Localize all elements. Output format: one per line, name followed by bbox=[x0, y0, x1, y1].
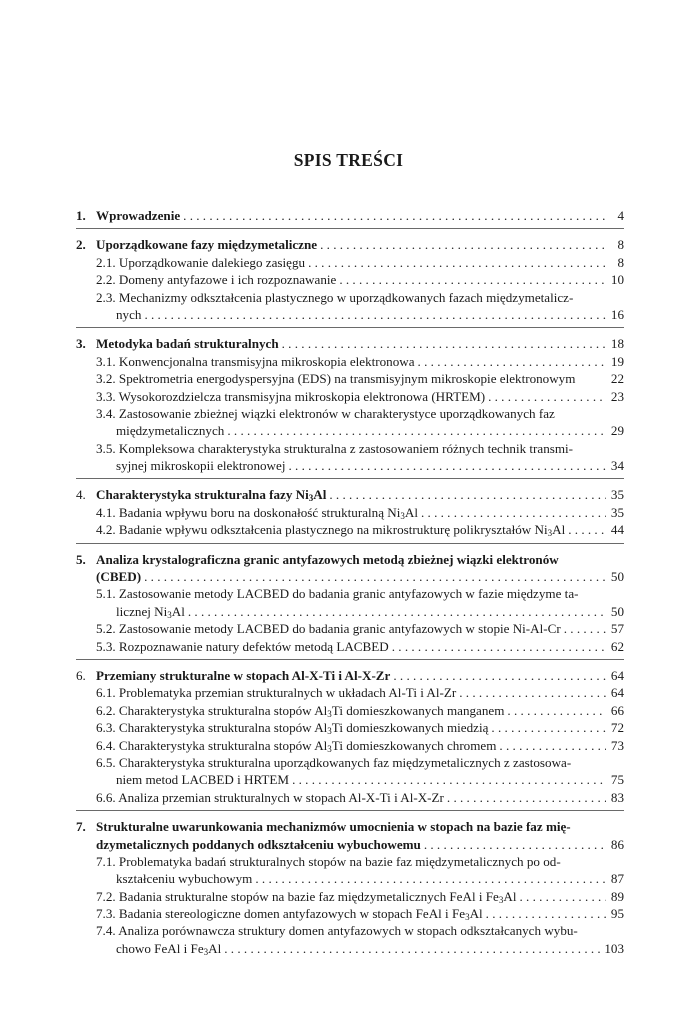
entry-title bbox=[96, 405, 555, 422]
page-number: 19 bbox=[610, 353, 624, 369]
section-number: 2. bbox=[76, 237, 86, 253]
entry-text: 6.5. Charakterystyka strukturalna uporządkowanych faz międzymetalicznych z zastosowa- bbox=[96, 754, 572, 770]
page-number: 72 bbox=[610, 720, 624, 736]
entry-text: międzymetalicznych bbox=[116, 423, 225, 439]
dot-leader bbox=[317, 236, 606, 253]
page-number: 44 bbox=[610, 522, 624, 538]
dot-leader bbox=[456, 684, 606, 701]
toc-section-heading bbox=[76, 667, 624, 684]
dot-leader bbox=[285, 457, 606, 474]
page-number: 64 bbox=[610, 685, 624, 701]
toc-entry bbox=[76, 422, 624, 439]
entry-title bbox=[96, 388, 485, 405]
entry-text: 7.2. Badania strukturalne stopów na bazie faz międzymetalicznych FeAl i Fe bbox=[96, 888, 499, 904]
entry-title bbox=[116, 940, 221, 957]
entry-title bbox=[96, 737, 496, 754]
page-number bbox=[606, 922, 624, 939]
page-number: 10 bbox=[610, 272, 624, 288]
entry-title bbox=[116, 457, 285, 474]
entry-text: 3.5. Kompleksowa charakterystyka strukturalna z zastosowaniem różnych technik transmi- bbox=[96, 440, 574, 456]
entry-title bbox=[96, 254, 305, 271]
entry-text: 3.4. Zastosowanie zbieżnej wiązki elektronów w charakterystyce uporządkowanych faz bbox=[96, 405, 555, 421]
toc-section bbox=[76, 810, 624, 961]
page-number: 22 bbox=[610, 371, 624, 387]
entry-text: Uporządkowane fazy międzymetaliczne bbox=[96, 237, 318, 253]
toc-section-heading bbox=[76, 486, 624, 503]
entry-title bbox=[96, 521, 565, 538]
toc-section bbox=[76, 327, 624, 478]
toc-entry bbox=[76, 521, 624, 538]
page-number: 35 bbox=[610, 487, 624, 503]
page-number: 57 bbox=[610, 621, 624, 637]
dot-leader bbox=[561, 620, 606, 637]
entry-text: 2.2. Domeny antyfazowe i ich rozpoznawanie bbox=[96, 272, 337, 288]
subscript: 3 bbox=[327, 726, 332, 737]
entry-text: 5.3. Rozpoznawanie natury defektów metodą LACBED bbox=[96, 638, 389, 654]
entry-text: nych bbox=[116, 306, 142, 322]
entry-text: 5.2. Zastosowanie metody LACBED do badania granic antyfazowych w stopie Ni-Al-Cr bbox=[96, 621, 561, 637]
entry-title bbox=[96, 568, 141, 585]
section-number: 3. bbox=[76, 336, 86, 352]
section-number: 6. bbox=[76, 667, 86, 683]
entry-title bbox=[96, 754, 571, 771]
entry-title bbox=[116, 870, 252, 887]
toc-section bbox=[76, 207, 624, 228]
entry-title bbox=[96, 888, 516, 905]
subscript: 3 bbox=[327, 743, 332, 754]
entry-text: 6.1. Problematyka przemian strukturalnych w układach Al-Ti i Al-Zr bbox=[96, 685, 457, 701]
dot-leader bbox=[485, 388, 606, 405]
page-number: 23 bbox=[610, 388, 624, 404]
toc-section bbox=[76, 659, 624, 810]
entry-title bbox=[96, 789, 444, 806]
entry-title bbox=[96, 684, 456, 701]
entry-text: 4.2. Badanie wpływu odkształcenia plastycznego na mikrostrukturę polikryształów Ni bbox=[96, 522, 548, 538]
page-number: 103 bbox=[604, 940, 624, 956]
page-number: 18 bbox=[610, 336, 624, 352]
page-number: 83 bbox=[610, 789, 624, 805]
entry-text-after: Al bbox=[503, 888, 517, 904]
entry-title bbox=[96, 370, 575, 387]
dot-leader bbox=[390, 667, 606, 684]
entry-text: 4.1. Badania wpływu boru na doskonałość strukturalną Ni bbox=[96, 504, 401, 520]
toc-section-heading bbox=[76, 207, 624, 224]
dot-leader bbox=[279, 335, 606, 352]
dot-leader bbox=[180, 207, 606, 224]
entry-title bbox=[96, 353, 415, 370]
subscript: 3 bbox=[203, 946, 209, 957]
dot-leader bbox=[141, 306, 606, 323]
entry-text: 6.4. Charakterystyka strukturalna stopów Al bbox=[96, 737, 328, 753]
toc-section-heading bbox=[76, 335, 624, 352]
toc-section-heading bbox=[76, 236, 624, 253]
page-number: 35 bbox=[610, 504, 624, 520]
toc-entry bbox=[76, 353, 624, 370]
dot-leader bbox=[516, 888, 606, 905]
dot-leader bbox=[483, 905, 606, 922]
toc-section bbox=[76, 478, 624, 542]
page-number bbox=[606, 818, 624, 835]
toc-entry bbox=[76, 940, 624, 957]
dot-leader bbox=[415, 353, 606, 370]
entry-title bbox=[96, 289, 573, 306]
entry-text: chowo FeAl i Fe bbox=[116, 940, 204, 956]
dot-leader bbox=[289, 771, 606, 788]
entry-text: Charakterystyka strukturalna fazy Ni bbox=[96, 487, 309, 503]
entry-text-after: Al bbox=[313, 487, 327, 503]
page-number bbox=[606, 405, 624, 422]
entry-text: 7.4. Analiza porównawcza struktury domen antyfazowych w stopach odkształcanych wybu- bbox=[96, 923, 578, 939]
entry-title bbox=[96, 236, 317, 253]
toc-section-heading bbox=[76, 568, 624, 585]
entry-text: dzymetalicznych poddanych odkształceniu wybuchowemu bbox=[96, 836, 421, 852]
entry-title bbox=[116, 771, 289, 788]
toc-entry bbox=[76, 870, 624, 887]
entry-text-after: Ti domieszkowanych chromem bbox=[331, 737, 497, 753]
entry-title bbox=[96, 667, 390, 684]
entry-text-after: Ti domieszkowanych manganem bbox=[331, 702, 505, 718]
entry-text: syjnej mikroskopii elektronowej bbox=[116, 458, 286, 474]
section-number: 1. bbox=[76, 208, 86, 223]
entry-title bbox=[96, 486, 326, 503]
page-number: 75 bbox=[610, 772, 624, 788]
toc-entry bbox=[76, 888, 624, 905]
page-number: 73 bbox=[610, 737, 624, 753]
entry-title bbox=[96, 551, 559, 568]
toc-section bbox=[76, 228, 624, 327]
entry-text: Wprowadzenie bbox=[96, 208, 181, 223]
subscript: 3 bbox=[327, 708, 332, 719]
subscript: 3 bbox=[465, 912, 470, 923]
toc-entry bbox=[76, 388, 624, 405]
entry-title bbox=[96, 271, 336, 288]
entry-title bbox=[96, 719, 488, 736]
page-number: 89 bbox=[610, 888, 624, 904]
dot-leader bbox=[565, 521, 606, 538]
entry-text: niem metod LACBED i HRTEM bbox=[116, 772, 290, 788]
entry-title bbox=[96, 440, 573, 457]
entry-title bbox=[96, 853, 561, 870]
entry-title bbox=[96, 818, 571, 835]
dot-leader bbox=[224, 422, 606, 439]
dot-leader bbox=[444, 789, 606, 806]
table-of-contents bbox=[76, 207, 624, 961]
toc-entry bbox=[76, 370, 624, 387]
page-number bbox=[606, 585, 624, 602]
toc-entry bbox=[76, 603, 624, 620]
dot-leader bbox=[336, 271, 606, 288]
entry-text: 3.3. Wysokorozdzielcza transmisyjna mikroskopia elektronowa (HRTEM) bbox=[96, 388, 486, 404]
entry-text: Analiza krystalograficzna granic antyfazowych metodą zbieżnej wiązki elektronów bbox=[96, 551, 559, 567]
page-number: 16 bbox=[610, 306, 624, 322]
section-number: 5. bbox=[76, 551, 86, 567]
page-number: 66 bbox=[610, 702, 624, 718]
toc-entry bbox=[76, 504, 624, 521]
dot-leader bbox=[421, 836, 606, 853]
dot-leader bbox=[504, 702, 606, 719]
toc-entry bbox=[76, 585, 624, 602]
dot-leader bbox=[488, 719, 606, 736]
entry-text: 3.1. Konwencjonalna transmisyjna mikroskopia elektronowa bbox=[96, 353, 415, 369]
toc-entry bbox=[76, 638, 624, 655]
entry-title bbox=[96, 585, 579, 602]
page-number: 62 bbox=[610, 638, 624, 654]
subscript: 3 bbox=[167, 609, 172, 620]
page-number: 86 bbox=[610, 836, 624, 852]
entry-title bbox=[96, 207, 180, 224]
entry-title bbox=[96, 620, 561, 637]
entry-text-after: Al bbox=[469, 906, 483, 922]
page-number bbox=[606, 551, 624, 568]
entry-text: (CBED) bbox=[96, 569, 142, 585]
entry-text: Metodyka badań strukturalnych bbox=[96, 336, 279, 352]
toc-entry bbox=[76, 702, 624, 719]
entry-title bbox=[96, 922, 578, 939]
page-number: 8 bbox=[617, 254, 624, 270]
dot-leader bbox=[305, 254, 606, 271]
entry-title bbox=[96, 702, 504, 719]
entry-text-after: Al bbox=[208, 940, 222, 956]
entry-text: Przemiany strukturalne w stopach Al-X-Ti i Al-X-Zr bbox=[96, 667, 391, 683]
dot-leader bbox=[185, 603, 606, 620]
entry-title bbox=[96, 335, 279, 352]
toc-entry bbox=[76, 905, 624, 922]
subscript: 3 bbox=[308, 493, 314, 504]
entry-text: 6.3. Charakterystyka strukturalna stopów Al bbox=[96, 720, 328, 736]
dot-leader bbox=[326, 486, 606, 503]
subscript: 3 bbox=[547, 528, 553, 539]
dot-leader bbox=[221, 940, 604, 957]
toc-entry bbox=[76, 306, 624, 323]
entry-text: 5.1. Zastosowanie metody LACBED do badania granic antyfazowych w fazie międzyme ta- bbox=[96, 586, 579, 602]
toc-entry bbox=[76, 922, 624, 939]
page-number: 50 bbox=[610, 569, 624, 585]
toc-entry bbox=[76, 737, 624, 754]
toc-section bbox=[76, 543, 624, 659]
toc-entry bbox=[76, 719, 624, 736]
toc-entry bbox=[76, 754, 624, 771]
page-number: 64 bbox=[610, 667, 624, 683]
page-title: SPIS TREŚCI bbox=[293, 150, 404, 170]
dot-leader bbox=[418, 504, 606, 521]
entry-text: 6.2. Charakterystyka strukturalna stopów Al bbox=[96, 702, 328, 718]
page-number: 87 bbox=[610, 871, 624, 887]
dot-leader bbox=[389, 638, 606, 655]
page-number bbox=[606, 440, 624, 457]
toc-section-heading bbox=[76, 818, 624, 835]
entry-text-after: Al bbox=[552, 522, 566, 538]
page-number: 8 bbox=[617, 237, 624, 253]
entry-text-after: Al bbox=[171, 603, 185, 619]
toc-section-heading bbox=[76, 836, 624, 853]
entry-text: Strukturalne uwarunkowania mechanizmów umocnienia w stopach na bazie faz mię- bbox=[96, 819, 571, 835]
subscript: 3 bbox=[498, 894, 504, 905]
page-number bbox=[606, 754, 624, 771]
toc-entry bbox=[76, 405, 624, 422]
entry-title bbox=[96, 905, 483, 922]
entry-title bbox=[96, 836, 421, 853]
entry-title bbox=[116, 603, 185, 620]
entry-text: 7.1. Problematyka badań strukturalnych stopów na bazie faz międzymetalicznych po od- bbox=[96, 853, 561, 869]
entry-title bbox=[96, 504, 418, 521]
entry-text: 3.2. Spektrometria energodyspersyjna (EDS) na transmisyjnym mikroskopie elektronowym bbox=[96, 371, 576, 387]
entry-text: 2.3. Mechanizmy odkształcenia plastycznego w uporządkowanych fazach międzymetalicz- bbox=[96, 289, 574, 305]
entry-text: kształceniu wybuchowym bbox=[116, 871, 253, 887]
page-number: 95 bbox=[610, 906, 624, 922]
section-number: 4. bbox=[76, 487, 86, 503]
toc-entry bbox=[76, 271, 624, 288]
page-number: 34 bbox=[610, 458, 624, 474]
page-number: 29 bbox=[610, 423, 624, 439]
page-number bbox=[606, 289, 624, 306]
entry-text: 6.6. Analiza przemian strukturalnych w stopach Al-X-Ti i Al-X-Zr bbox=[96, 789, 444, 805]
toc-entry bbox=[76, 684, 624, 701]
entry-text: 2.1. Uporządkowanie dalekiego zasięgu bbox=[96, 254, 306, 270]
toc-entry bbox=[76, 853, 624, 870]
entry-title bbox=[116, 306, 141, 323]
section-number: 7. bbox=[76, 819, 86, 835]
toc-entry bbox=[76, 457, 624, 474]
entry-text-after: Al bbox=[404, 504, 418, 520]
entry-text: 7.3. Badania stereologiczne domen antyfazowych w stopach FeAl i Fe bbox=[96, 906, 466, 922]
toc-entry bbox=[76, 789, 624, 806]
toc-entry bbox=[76, 771, 624, 788]
page-number bbox=[606, 853, 624, 870]
subscript: 3 bbox=[400, 510, 405, 521]
dot-leader bbox=[252, 870, 606, 887]
toc-section-heading bbox=[76, 551, 624, 568]
page-number: 50 bbox=[610, 603, 624, 619]
toc-entry bbox=[76, 440, 624, 457]
toc-entry bbox=[76, 254, 624, 271]
dot-leader bbox=[141, 568, 606, 585]
dot-leader bbox=[496, 737, 606, 754]
entry-title bbox=[96, 638, 389, 655]
entry-text-after: Ti domieszkowanych miedzią bbox=[331, 720, 489, 736]
toc-entry bbox=[76, 289, 624, 306]
entry-text: licznej Ni bbox=[116, 603, 168, 619]
page-number: 4 bbox=[617, 208, 624, 223]
toc-entry bbox=[76, 620, 624, 637]
entry-title bbox=[116, 422, 224, 439]
